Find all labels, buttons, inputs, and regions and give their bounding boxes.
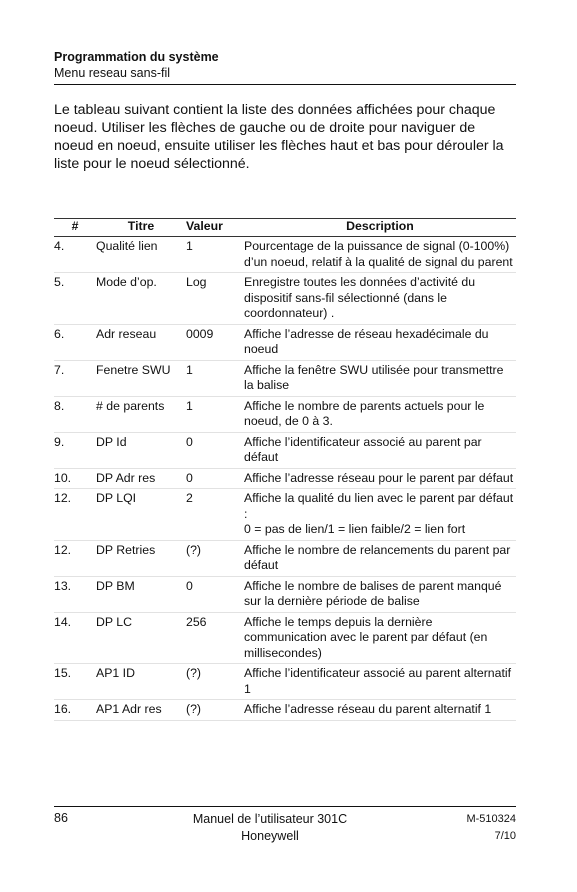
row-title: DP Retries (96, 540, 186, 576)
column-header-title: Titre (96, 219, 186, 237)
row-number: 4. (54, 237, 96, 273)
column-header-description: Description (244, 219, 516, 237)
description-line: Affiche la qualité du lien avec le parent par défaut : (244, 491, 514, 521)
row-title: DP Id (96, 432, 186, 468)
description-line: Affiche le nombre de relancements du parent par défaut (244, 542, 511, 572)
footer-right (466, 811, 516, 845)
description-line: Affiche le nombre de parents actuels pour le noeud, de 0 à 3. (244, 398, 485, 428)
row-number: 15. (54, 664, 96, 700)
row-title: Adr reseau (96, 324, 186, 360)
footer-center (160, 811, 380, 845)
table-header-row (54, 219, 516, 237)
description-line: Affiche le nombre de balises de parent manqué sur la dernière période de balise (244, 578, 502, 608)
header-divider (54, 84, 516, 85)
row-description (244, 237, 516, 273)
document-number: M-510324 (466, 813, 516, 825)
description-line: 0 = pas de lien/1 = lien faible/2 = lien fort (244, 522, 466, 536)
manual-title: Manuel de l’utilisateur 301C (192, 812, 348, 826)
node-data-table (54, 218, 516, 721)
row-description (244, 664, 516, 700)
row-value: 0 (186, 432, 244, 468)
row-title: DP Adr res (96, 468, 186, 489)
row-number: 10. (54, 468, 96, 489)
description-line: Pourcentage de la puissance de signal (0-100%) d’un noeud, relatif à la qualité de signal du parent (244, 239, 513, 269)
table-row (54, 612, 516, 664)
row-title: AP1 Adr res (96, 700, 186, 721)
section-title: Programmation du système (54, 50, 219, 64)
row-number: 9. (54, 432, 96, 468)
row-title: Qualité lien (96, 237, 186, 273)
section-subtitle: Menu reseau sans-fil (54, 66, 171, 80)
page-number: 86 (54, 811, 68, 825)
description-line: Affiche la fenêtre SWU utilisée pour transmettre la balise (244, 362, 504, 392)
column-header-number: # (54, 219, 96, 237)
row-number: 12. (54, 489, 96, 541)
table-row (54, 540, 516, 576)
row-number: 6. (54, 324, 96, 360)
row-title: DP LC (96, 612, 186, 664)
description-line: Affiche l’adresse de réseau hexadécimale du noeud (244, 326, 489, 356)
row-description (244, 432, 516, 468)
table-row (54, 324, 516, 360)
table-row (54, 432, 516, 468)
intro-paragraph: Le tableau suivant contient la liste des données affichées pour chaque noeud. Utiliser les flèches de gauche ou de droite pour naviguer de noeud en noeud, ensuite utiliser les flèches haut et bas pour dérouler la liste pour le noeud sélectionné. (54, 102, 504, 172)
table-row (54, 360, 516, 396)
footer-divider (54, 806, 516, 807)
table-row (54, 237, 516, 273)
row-number: 12. (54, 540, 96, 576)
row-value: Log (186, 273, 244, 325)
row-description (244, 489, 516, 541)
row-value: (?) (186, 700, 244, 721)
row-number: 14. (54, 612, 96, 664)
table-row (54, 576, 516, 612)
row-number: 8. (54, 396, 96, 432)
table-row (54, 664, 516, 700)
row-title: Fenetre SWU (96, 360, 186, 396)
table-row (54, 700, 516, 721)
row-description (244, 273, 516, 325)
row-description (244, 360, 516, 396)
description-line: Enregistre toutes les données d’activité du dispositif sans-fil sélectionné (dans le coordonnateur) . (244, 275, 476, 320)
row-value: 2 (186, 489, 244, 541)
description-line: Affiche l’adresse réseau pour le parent par défaut (244, 470, 514, 485)
table-row (54, 468, 516, 489)
row-title: DP BM (96, 576, 186, 612)
row-value: 0 (186, 576, 244, 612)
row-number: 16. (54, 700, 96, 721)
row-description (244, 540, 516, 576)
description-line: Affiche l’identificateur associé au parent par défaut (244, 434, 482, 464)
row-description (244, 468, 516, 489)
row-description (244, 396, 516, 432)
table-row (54, 273, 516, 325)
row-title: DP LQI (96, 489, 186, 541)
row-title: AP1 ID (96, 664, 186, 700)
row-description (244, 700, 516, 721)
row-title: Mode d’op. (96, 273, 186, 325)
table-row (54, 489, 516, 541)
row-title: # de parents (96, 396, 186, 432)
description-line: Affiche le temps depuis la dernière communication avec le parent par défaut (en millisecondes) (244, 614, 488, 660)
row-value: (?) (186, 664, 244, 700)
column-header-value: Valeur (186, 219, 244, 237)
document-date: 7/10 (494, 830, 516, 842)
row-number: 13. (54, 576, 96, 612)
description-line: Affiche l’adresse réseau du parent alternatif 1 (244, 702, 492, 716)
table-row (54, 396, 516, 432)
row-description (244, 612, 516, 664)
row-value: 1 (186, 360, 244, 396)
row-description (244, 324, 516, 360)
row-number: 5. (54, 273, 96, 325)
row-number: 7. (54, 360, 96, 396)
row-description (244, 576, 516, 612)
row-value: 256 (186, 612, 244, 664)
row-value: 0 (186, 468, 244, 489)
brand-name: Honeywell (241, 829, 299, 843)
description-line: Affiche l’identificateur associé au parent alternatif 1 (244, 666, 512, 696)
row-value: 1 (186, 237, 244, 273)
row-value: 0009 (186, 324, 244, 360)
row-value: 1 (186, 396, 244, 432)
row-value: (?) (186, 540, 244, 576)
